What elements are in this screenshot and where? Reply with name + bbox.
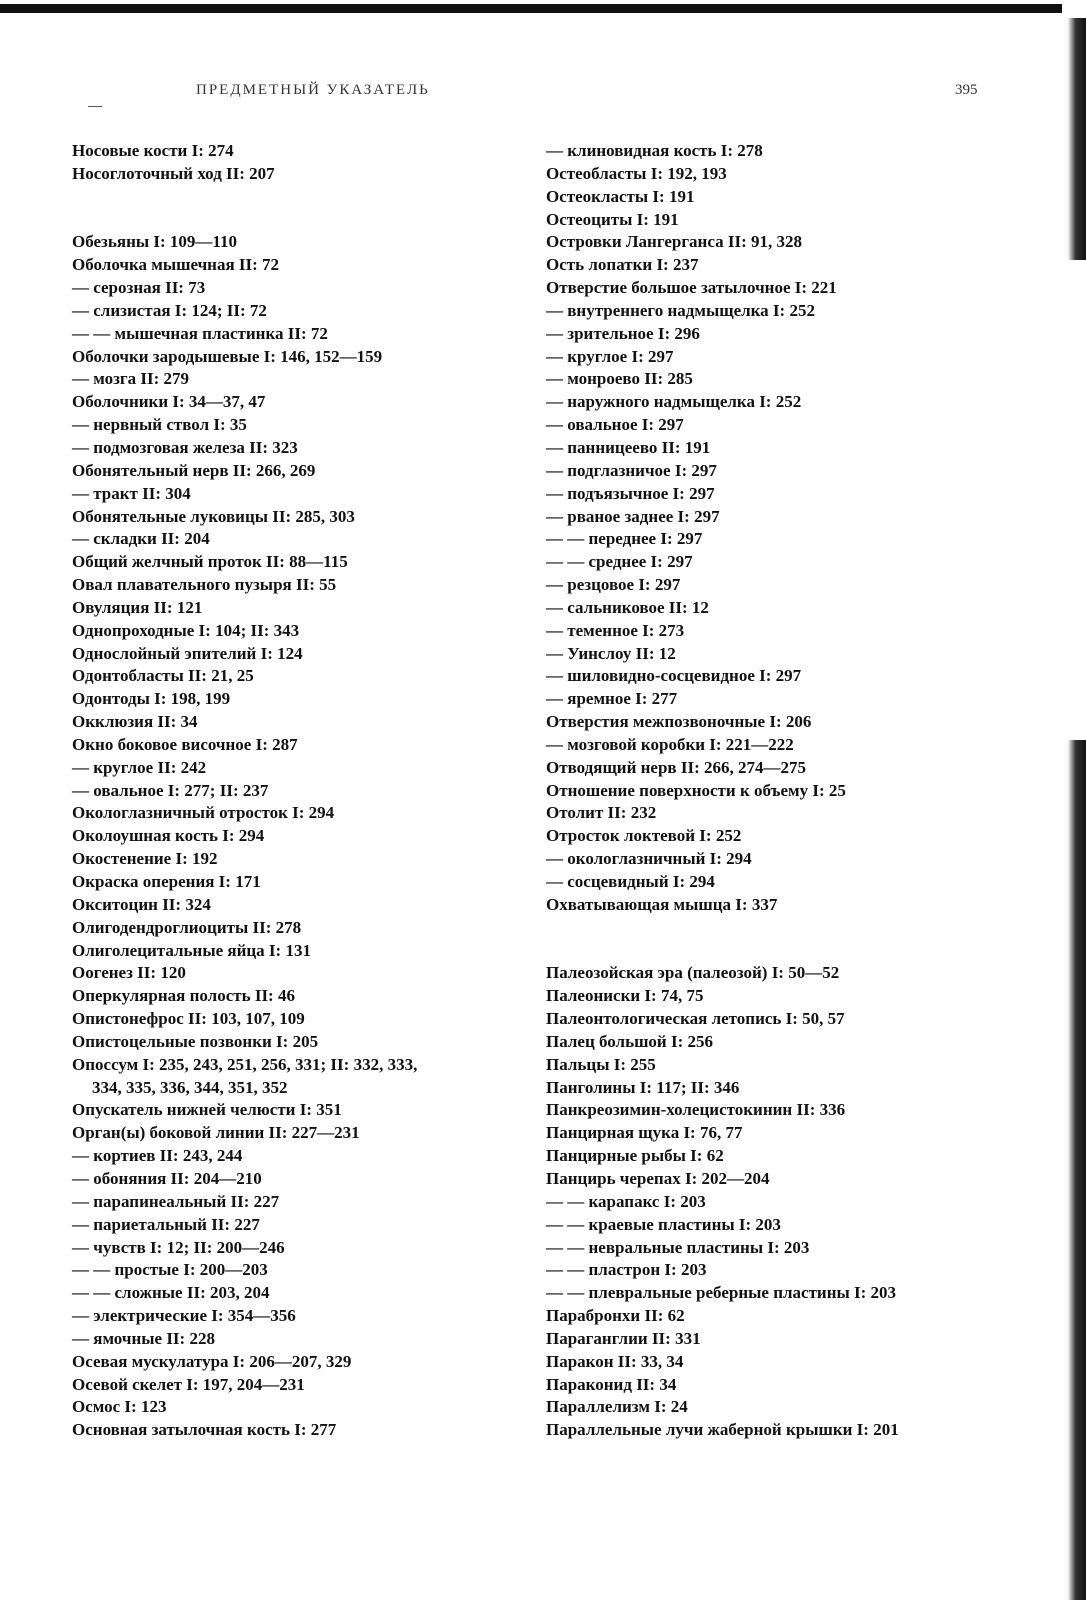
binding-shadow-gap <box>1060 260 1086 740</box>
index-entry: Пальцы I: 255 <box>546 1054 656 1074</box>
index-entry: Отводящий нерв II: 266, 274—275 <box>546 757 807 777</box>
index-column-left <box>72 140 522 1442</box>
letter-section-gap <box>546 917 986 963</box>
index-entry: Параллелизм I: 24 <box>546 1397 688 1417</box>
index-entry: Окситоцин II: 324 <box>72 894 211 914</box>
index-entry: — мозговой коробки I: 221—222 <box>546 734 794 754</box>
index-entry: Панцирные рыбы I: 62 <box>546 1146 724 1166</box>
index-entry: Отношение поверхности к объему I: 25 <box>546 780 846 800</box>
index-entry: Одонтоды I: 198, 199 <box>72 689 231 709</box>
index-entry: Носовые кости I: 274 <box>72 141 234 160</box>
index-entry: Палеониски I: 74, 75 <box>546 986 704 1006</box>
index-entry: Опистонефрос II: 103, 107, 109 <box>72 1009 305 1029</box>
index-entry: Оболочники I: 34—37, 47 <box>72 392 266 412</box>
index-entry: Отверстия межпозвоночные I: 206 <box>546 712 812 732</box>
index-entry: Опистоцельные позвонки I: 205 <box>72 1031 319 1051</box>
index-entry: Отросток локтевой I: 252 <box>546 826 742 846</box>
index-entry: — резцовое I: 297 <box>546 575 681 595</box>
index-entry: Осевая мускулатура I: 206—207, 329 <box>72 1351 352 1371</box>
index-entry: Палеонтологическая летопись I: 50, 57 <box>546 1009 845 1029</box>
index-entry: — — простые I: 200—203 <box>72 1260 268 1280</box>
index-entry: Оболочка мышечная II: 72 <box>72 255 280 275</box>
index-entry: — яремное I: 277 <box>546 689 678 709</box>
index-entry: Носоглоточный ход II: 207 <box>72 163 275 183</box>
index-entry: Однопроходные I: 104; II: 343 <box>72 620 300 640</box>
index-entry: Островки Лангерганса II: 91, 328 <box>546 232 802 252</box>
index-entry: — слизистая I: 124; II: 72 <box>72 300 267 320</box>
index-entry: Овуляция II: 121 <box>72 597 203 617</box>
index-entry: Одонтобласты II: 21, 25 <box>72 666 254 686</box>
index-entry: — клиновидная кость I: 278 <box>546 141 763 160</box>
index-column-right <box>546 140 986 1442</box>
letter-section-gap <box>72 186 522 232</box>
index-entry: — — мышечная пластинка II: 72 <box>72 323 328 343</box>
index-entry: Остеокласты I: 191 <box>546 186 695 206</box>
index-entry: Оперкулярная полость II: 46 <box>72 986 295 1006</box>
index-entry: Окостенение I: 192 <box>72 849 218 869</box>
index-entry: — мозга II: 279 <box>72 369 190 389</box>
index-entry: — рваное заднее I: 297 <box>546 506 720 526</box>
index-entry: — наружного надмыщелка I: 252 <box>546 392 802 412</box>
index-entry: — круглое I: 297 <box>546 346 674 366</box>
index-entry: — обоняния II: 204—210 <box>72 1168 262 1188</box>
index-entry: Однослойный эпителий I: 124 <box>72 643 303 663</box>
index-entry: Овал плавательного пузыря II: 55 <box>72 575 337 595</box>
index-entry: Охватывающая мышца I: 337 <box>546 894 778 914</box>
index-entry: — овальное I: 277; II: 237 <box>72 780 269 800</box>
index-entry: Обонятельные луковицы II: 285, 303 <box>72 506 355 526</box>
index-entry: — сосцевидный I: 294 <box>546 872 715 891</box>
index-entry: 334, 335, 336, 344, 351, 352 <box>92 1077 288 1097</box>
index-entry: Обонятельный нерв II: 266, 269 <box>72 460 316 480</box>
index-entry: — круглое II: 242 <box>72 757 207 777</box>
index-entry: Панкреозимин-холецистокинин II: 336 <box>546 1100 846 1120</box>
index-entry: Ость лопатки I: 237 <box>546 255 699 275</box>
page-number: 395 <box>955 82 978 98</box>
index-entry: — внутреннего надмыщелка I: 252 <box>546 300 815 320</box>
index-entry: — — невральные пластины I: 203 <box>546 1237 810 1257</box>
index-entry: Параллельные лучи жаберной крышки I: 201 <box>546 1420 899 1440</box>
index-entry: Парабронхи II: 62 <box>546 1306 685 1326</box>
index-entry: — монроево II: 285 <box>546 369 693 389</box>
index-entry: — — среднее I: 297 <box>546 552 693 572</box>
header-tick-mark <box>88 106 102 107</box>
index-entry: Оогенез II: 120 <box>72 963 186 983</box>
index-entry: — подмозговая железа II: 323 <box>72 437 298 457</box>
index-entry: Орган(ы) боковой линии II: 227—231 <box>72 1123 360 1143</box>
index-entry: Панцирная щука I: 76, 77 <box>546 1123 743 1143</box>
index-entry: — складки II: 204 <box>72 529 210 549</box>
index-entry: Околоушная кость I: 294 <box>72 826 265 846</box>
index-entry: Остеоциты I: 191 <box>546 209 679 229</box>
index-entry: — — плевральные реберные пластины I: 203 <box>546 1283 897 1303</box>
index-entry: Осевой скелет I: 197, 204—231 <box>72 1374 305 1394</box>
index-entry: — — сложные II: 203, 204 <box>72 1283 270 1303</box>
index-entry: — теменное I: 273 <box>546 620 685 640</box>
index-entry: Основная затылочная кость I: 277 <box>72 1420 337 1440</box>
index-entry: Отверстие большое затылочное I: 221 <box>546 278 837 298</box>
index-entry: — ямочные II: 228 <box>72 1328 215 1348</box>
index-entry: Олигодендроглиоциты II: 278 <box>72 917 302 937</box>
index-entry: — окологлазничный I: 294 <box>546 849 752 869</box>
index-entry: — подъязычное I: 297 <box>546 483 715 503</box>
index-entry: — — краевые пластины I: 203 <box>546 1214 781 1234</box>
index-entry: Олиголецитальные яйца I: 131 <box>72 940 311 960</box>
index-entry: Обезьяны I: 109—110 <box>72 232 237 252</box>
index-entry: Остеобласты I: 192, 193 <box>546 163 727 183</box>
index-entry: — шиловидно-сосцевидное I: 297 <box>546 666 802 686</box>
index-entry: — — карапакс I: 203 <box>546 1191 706 1211</box>
index-entry: — — переднее I: 297 <box>546 529 703 549</box>
index-entry: Паракон II: 33, 34 <box>546 1351 684 1371</box>
index-entry: — электрические I: 354—356 <box>72 1306 296 1326</box>
index-entry: — — пластрон I: 203 <box>546 1260 707 1280</box>
index-entry: Опоссум I: 235, 243, 251, 256, 331; II: 332, 333, <box>72 1054 418 1074</box>
index-entry: Окологлазничный отросток I: 294 <box>72 803 335 823</box>
index-entry: — зрительное I: 296 <box>546 323 700 343</box>
page-binding-shadow <box>1060 18 1086 1600</box>
index-entry: Окраска оперения I: 171 <box>72 872 261 891</box>
index-entry: — чувств I: 12; II: 200—246 <box>72 1237 285 1257</box>
index-entry: Осмос I: 123 <box>72 1397 167 1417</box>
index-entry: Палец большой I: 256 <box>546 1031 714 1051</box>
index-entry: — сальниковое II: 12 <box>546 597 709 617</box>
index-entry: Палеозойская эра (палеозой) I: 50—52 <box>546 963 840 983</box>
index-entry: Окклюзия II: 34 <box>72 712 198 732</box>
index-entry: Опускатель нижней челюсти I: 351 <box>72 1100 342 1120</box>
index-entry: — подглазничое I: 297 <box>546 460 717 480</box>
index-entry: Окно боковое височное I: 287 <box>72 734 298 754</box>
index-entry: Отолит II: 232 <box>546 803 657 823</box>
index-entry: — кортиев II: 243, 244 <box>72 1146 243 1166</box>
running-head: ПРЕДМЕТНЫЙ УКАЗАТЕЛЬ <box>196 82 430 98</box>
index-entry: — парапинеальный II: 227 <box>72 1191 280 1211</box>
index-entry: — париетальный II: 227 <box>72 1214 260 1234</box>
index-entry: — нервный ствол I: 35 <box>72 415 247 435</box>
index-entry: Панголины I: 117; II: 346 <box>546 1077 740 1097</box>
index-entry: Оболочки зародышевые I: 146, 152—159 <box>72 346 383 366</box>
index-entry: — Уинслоу II: 12 <box>546 643 676 663</box>
index-entry: — тракт II: 304 <box>72 483 191 503</box>
index-entry: — панницеево II: 191 <box>546 437 711 457</box>
index-entry: Параконид II: 34 <box>546 1374 677 1394</box>
top-edge-rule <box>0 4 1062 13</box>
index-entry: — серозная II: 73 <box>72 278 206 298</box>
index-entry: Общий желчный проток II: 88—115 <box>72 552 348 572</box>
index-entry: Панцирь черепах I: 202—204 <box>546 1168 770 1188</box>
index-entry: — овальное I: 297 <box>546 415 684 435</box>
index-entry: Параганглии II: 331 <box>546 1328 701 1348</box>
page-header <box>0 82 1086 106</box>
